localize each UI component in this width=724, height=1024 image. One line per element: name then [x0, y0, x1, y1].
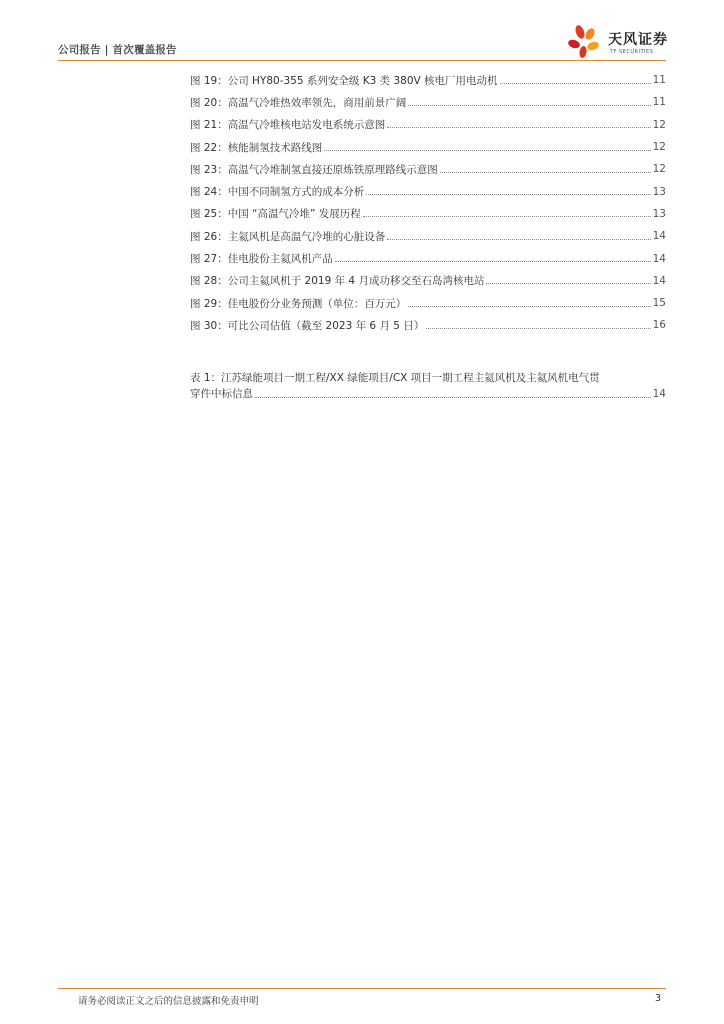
leader-dots: [366, 194, 650, 195]
toc-entry-label: 图 26：主氦风机是高温气冷堆的心脏设备: [190, 230, 386, 243]
leader-dots: [426, 328, 650, 329]
header-divider: [58, 60, 666, 61]
toc-entry-label: 图 30：可比公司估值（截至 2023 年 6 月 5 日）: [190, 319, 425, 332]
toc-entry[interactable]: [190, 136, 666, 158]
toc-entry[interactable]: [190, 158, 666, 180]
toc-entry-label: 图 25：中国 “高温气冷堆” 发展历程: [190, 208, 361, 221]
toc-entry-page: 14: [652, 274, 666, 287]
leader-dots: [500, 83, 651, 84]
figure-list: [190, 69, 666, 337]
table-list-entry[interactable]: [190, 370, 666, 402]
leader-dots: [486, 283, 650, 284]
toc-entry-page: 12: [652, 163, 666, 176]
toc-entry[interactable]: [190, 225, 666, 247]
leader-dots: [440, 172, 651, 173]
toc-entry-page: 11: [652, 74, 666, 87]
toc-entry-page: 14: [652, 230, 666, 243]
footer-disclaimer: 请务必阅读正文之后的信息披露和免责申明: [78, 996, 259, 1007]
toc-entry[interactable]: [190, 203, 666, 225]
toc-entry[interactable]: [190, 314, 666, 336]
leader-dots: [408, 105, 650, 106]
toc-entry[interactable]: [190, 180, 666, 202]
flower-logo-icon: [566, 24, 606, 60]
toc-entry-page: 13: [652, 185, 666, 198]
toc-entry-label: 图 19：公司 HY80-355 系列安全级 K3 类 380V 核电厂用电动机: [190, 74, 498, 87]
leader-dots: [255, 397, 651, 398]
toc-entry[interactable]: [190, 247, 666, 269]
toc-entry[interactable]: [190, 69, 666, 91]
leader-dots: [387, 127, 650, 128]
leader-dots: [363, 216, 651, 217]
toc-entry[interactable]: [190, 114, 666, 136]
toc-entry[interactable]: [190, 270, 666, 292]
table-entry-line2: 穿件中标信息: [190, 388, 253, 400]
toc-entry-page: 14: [652, 252, 666, 265]
report-type-label: 公司报告 | 首次覆盖报告: [58, 44, 177, 56]
toc-entry-label: 图 27：佳电股份主氦风机产品: [190, 253, 333, 266]
toc-entry-page: 11: [652, 96, 666, 109]
toc-entry-page: 16: [652, 319, 666, 332]
toc-entry-label: 图 28：公司主氦风机于 2019 年 4 月成功移交至石岛湾核电站: [190, 275, 485, 288]
toc-entry-label: 图 24：中国不同制氢方式的成本分析: [190, 186, 365, 199]
toc-entry-page: 12: [652, 141, 666, 154]
toc-entry-label: 图 20：高温气冷堆热效率领先，商用前景广阔: [190, 96, 407, 109]
toc-entry[interactable]: [190, 91, 666, 113]
toc-entry-label: 图 21：高温气冷堆核电站发电系统示意图: [190, 119, 386, 132]
footer-divider: [58, 988, 666, 989]
leader-dots: [324, 150, 650, 151]
toc-entry-label: 图 29：佳电股份分业务预测（单位：百万元）: [190, 297, 407, 310]
toc-entry-page: 15: [652, 297, 666, 310]
toc-entry-page: 13: [652, 207, 666, 220]
page-number: 3: [655, 993, 662, 1004]
leader-dots: [335, 261, 651, 262]
table-entry-line1: 表 1：江苏绿能项目一期工程/XX 绿能项目/CX 项目一期工程主氦风机及主氦风机电气贯: [190, 372, 600, 384]
leader-dots: [387, 239, 650, 240]
toc-entry-label: 图 23：高温气冷堆制氢直接还原炼铁原理路线示意图: [190, 163, 438, 176]
table-entry-page: 14: [652, 388, 666, 400]
logo-english-name: TF SECURITIES: [610, 49, 654, 55]
company-logo: [566, 24, 670, 60]
table-entry-line2-row: [190, 386, 666, 402]
leader-dots: [408, 306, 650, 307]
toc-entry-page: 12: [652, 118, 666, 131]
logo-chinese-name: 天风证券: [608, 32, 668, 48]
toc-entry-label: 图 22：核能制氢技术路线图: [190, 141, 323, 154]
toc-entry[interactable]: [190, 292, 666, 314]
